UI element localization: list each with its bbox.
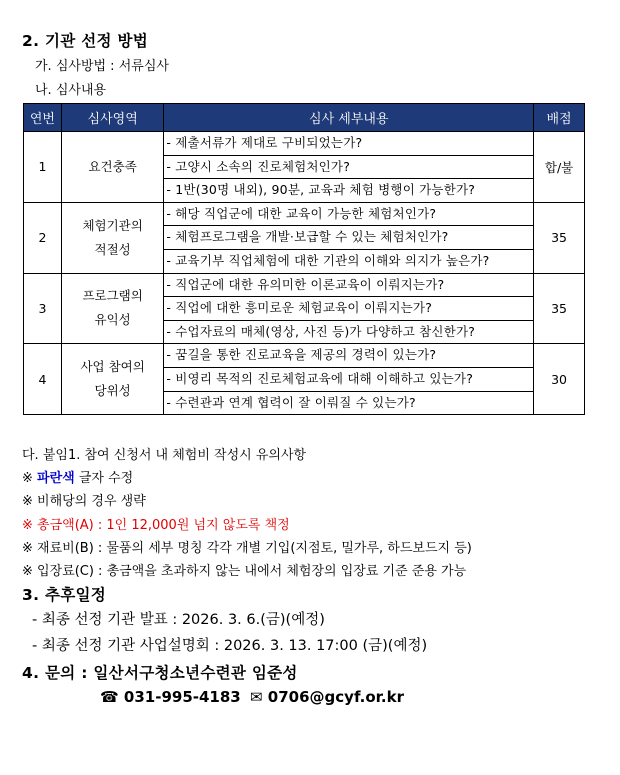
section-4-title: 4. 문의 : 일산서구청소년수련관 임준성	[22, 664, 298, 682]
table-row	[24, 273, 585, 344]
row-area: 프로그램의 유익성	[61, 273, 164, 344]
table-header-row	[24, 104, 585, 132]
review-criteria-table	[23, 103, 585, 415]
table-row	[24, 132, 585, 203]
note-blue-text: ※ 파란색 글자 수정	[22, 471, 134, 486]
row-score: 합/불	[534, 132, 585, 203]
note-admission-fee: ※ 입장료(C) : 총금액을 초과하지 않는 내에서 체험장의 입장료 기준 준용 가능	[22, 564, 467, 579]
row-score: 35	[534, 202, 585, 273]
row-area: 사업 참여의 당위성	[61, 344, 164, 415]
detail-item: - 직업에 대한 흥미로운 체험교육이 이뤄지는가?	[164, 297, 533, 321]
phone-number[interactable]: 031-995-4183	[123, 688, 241, 706]
detail-item: - 제출서류가 제대로 구비되었는가?	[164, 132, 533, 156]
row-score: 35	[534, 273, 585, 344]
detail-item: - 비영리 목적의 진로체험교육에 대해 이해하고 있는가?	[164, 368, 533, 392]
note-not-applicable: ※ 비해당의 경우 생략	[22, 494, 146, 509]
email-address[interactable]: 0706@gcyf.or.kr	[267, 688, 404, 706]
contact-line	[100, 688, 404, 706]
review-content-label: 나. 심사내용	[35, 83, 107, 98]
detail-item: - 직업군에 대한 유의미한 이론교육이 이뤄지는가?	[164, 274, 533, 298]
schedule-announcement: - 최종 선정 기관 발표 : 2026. 3. 6.(금)(예정)	[32, 612, 325, 628]
detail-item: - 1반(30명 내외), 90분, 교육과 체험 병행이 가능한가?	[166, 182, 476, 198]
note-total-amount: ※ 총금액(A) : 1인 12,000원 넘지 않도록 책정	[22, 518, 290, 533]
detail-item: - 체험프로그램을 개발·보급할 수 있는 체험처인가?	[164, 226, 533, 250]
row-details	[164, 344, 534, 415]
notes-title: 다. 붙임1. 참여 신청서 내 체험비 작성시 유의사항	[22, 448, 307, 463]
phone-icon: ☎	[100, 688, 119, 706]
row-area: 체험기관의 적절성	[61, 202, 164, 273]
detail-item: - 꿈길을 통한 진로교육을 제공의 경력이 있는가?	[164, 344, 533, 368]
section-3-title: 3. 추후일정	[22, 586, 107, 604]
header-area: 심사영역	[61, 104, 164, 132]
header-detail: 심사 세부내용	[164, 104, 534, 132]
row-no: 1	[24, 132, 62, 203]
note-material-cost: ※ 재료비(B) : 물품의 세부 명칭 각각 개별 기입(지점토, 밀가루, 하드보드지 등)	[22, 541, 472, 556]
table-row	[24, 344, 585, 415]
section-2-title: 2. 기관 선정 방법	[22, 32, 149, 50]
row-no: 3	[24, 273, 62, 344]
header-no: 연번	[24, 104, 62, 132]
review-method: 가. 심사방법 : 서류심사	[35, 59, 169, 74]
row-score: 30	[534, 344, 585, 415]
header-score: 배점	[534, 104, 585, 132]
detail-item: - 수업자료의 매체(영상, 사진 등)가 다양하고 참신한가?	[166, 323, 476, 339]
table-row	[24, 202, 585, 273]
detail-item: - 교육기부 직업체험에 대한 기관의 이해와 의지가 높은가?	[166, 252, 490, 268]
detail-item: - 수련관과 연계 협력이 잘 이뤄질 수 있는가?	[166, 394, 416, 410]
detail-item: - 고양시 소속의 진로체험처인가?	[164, 156, 533, 180]
mail-icon: ✉	[249, 688, 263, 706]
row-details	[164, 132, 534, 203]
row-details	[164, 202, 534, 273]
schedule-briefing: - 최종 선정 기관 사업설명회 : 2026. 3. 13. 17:00 (금)(예정)	[32, 638, 428, 654]
row-area: 요건충족	[61, 132, 164, 203]
row-no: 2	[24, 202, 62, 273]
row-no: 4	[24, 344, 62, 415]
row-details	[164, 273, 534, 344]
detail-item: - 해당 직업군에 대한 교육이 가능한 체험처인가?	[164, 203, 533, 227]
